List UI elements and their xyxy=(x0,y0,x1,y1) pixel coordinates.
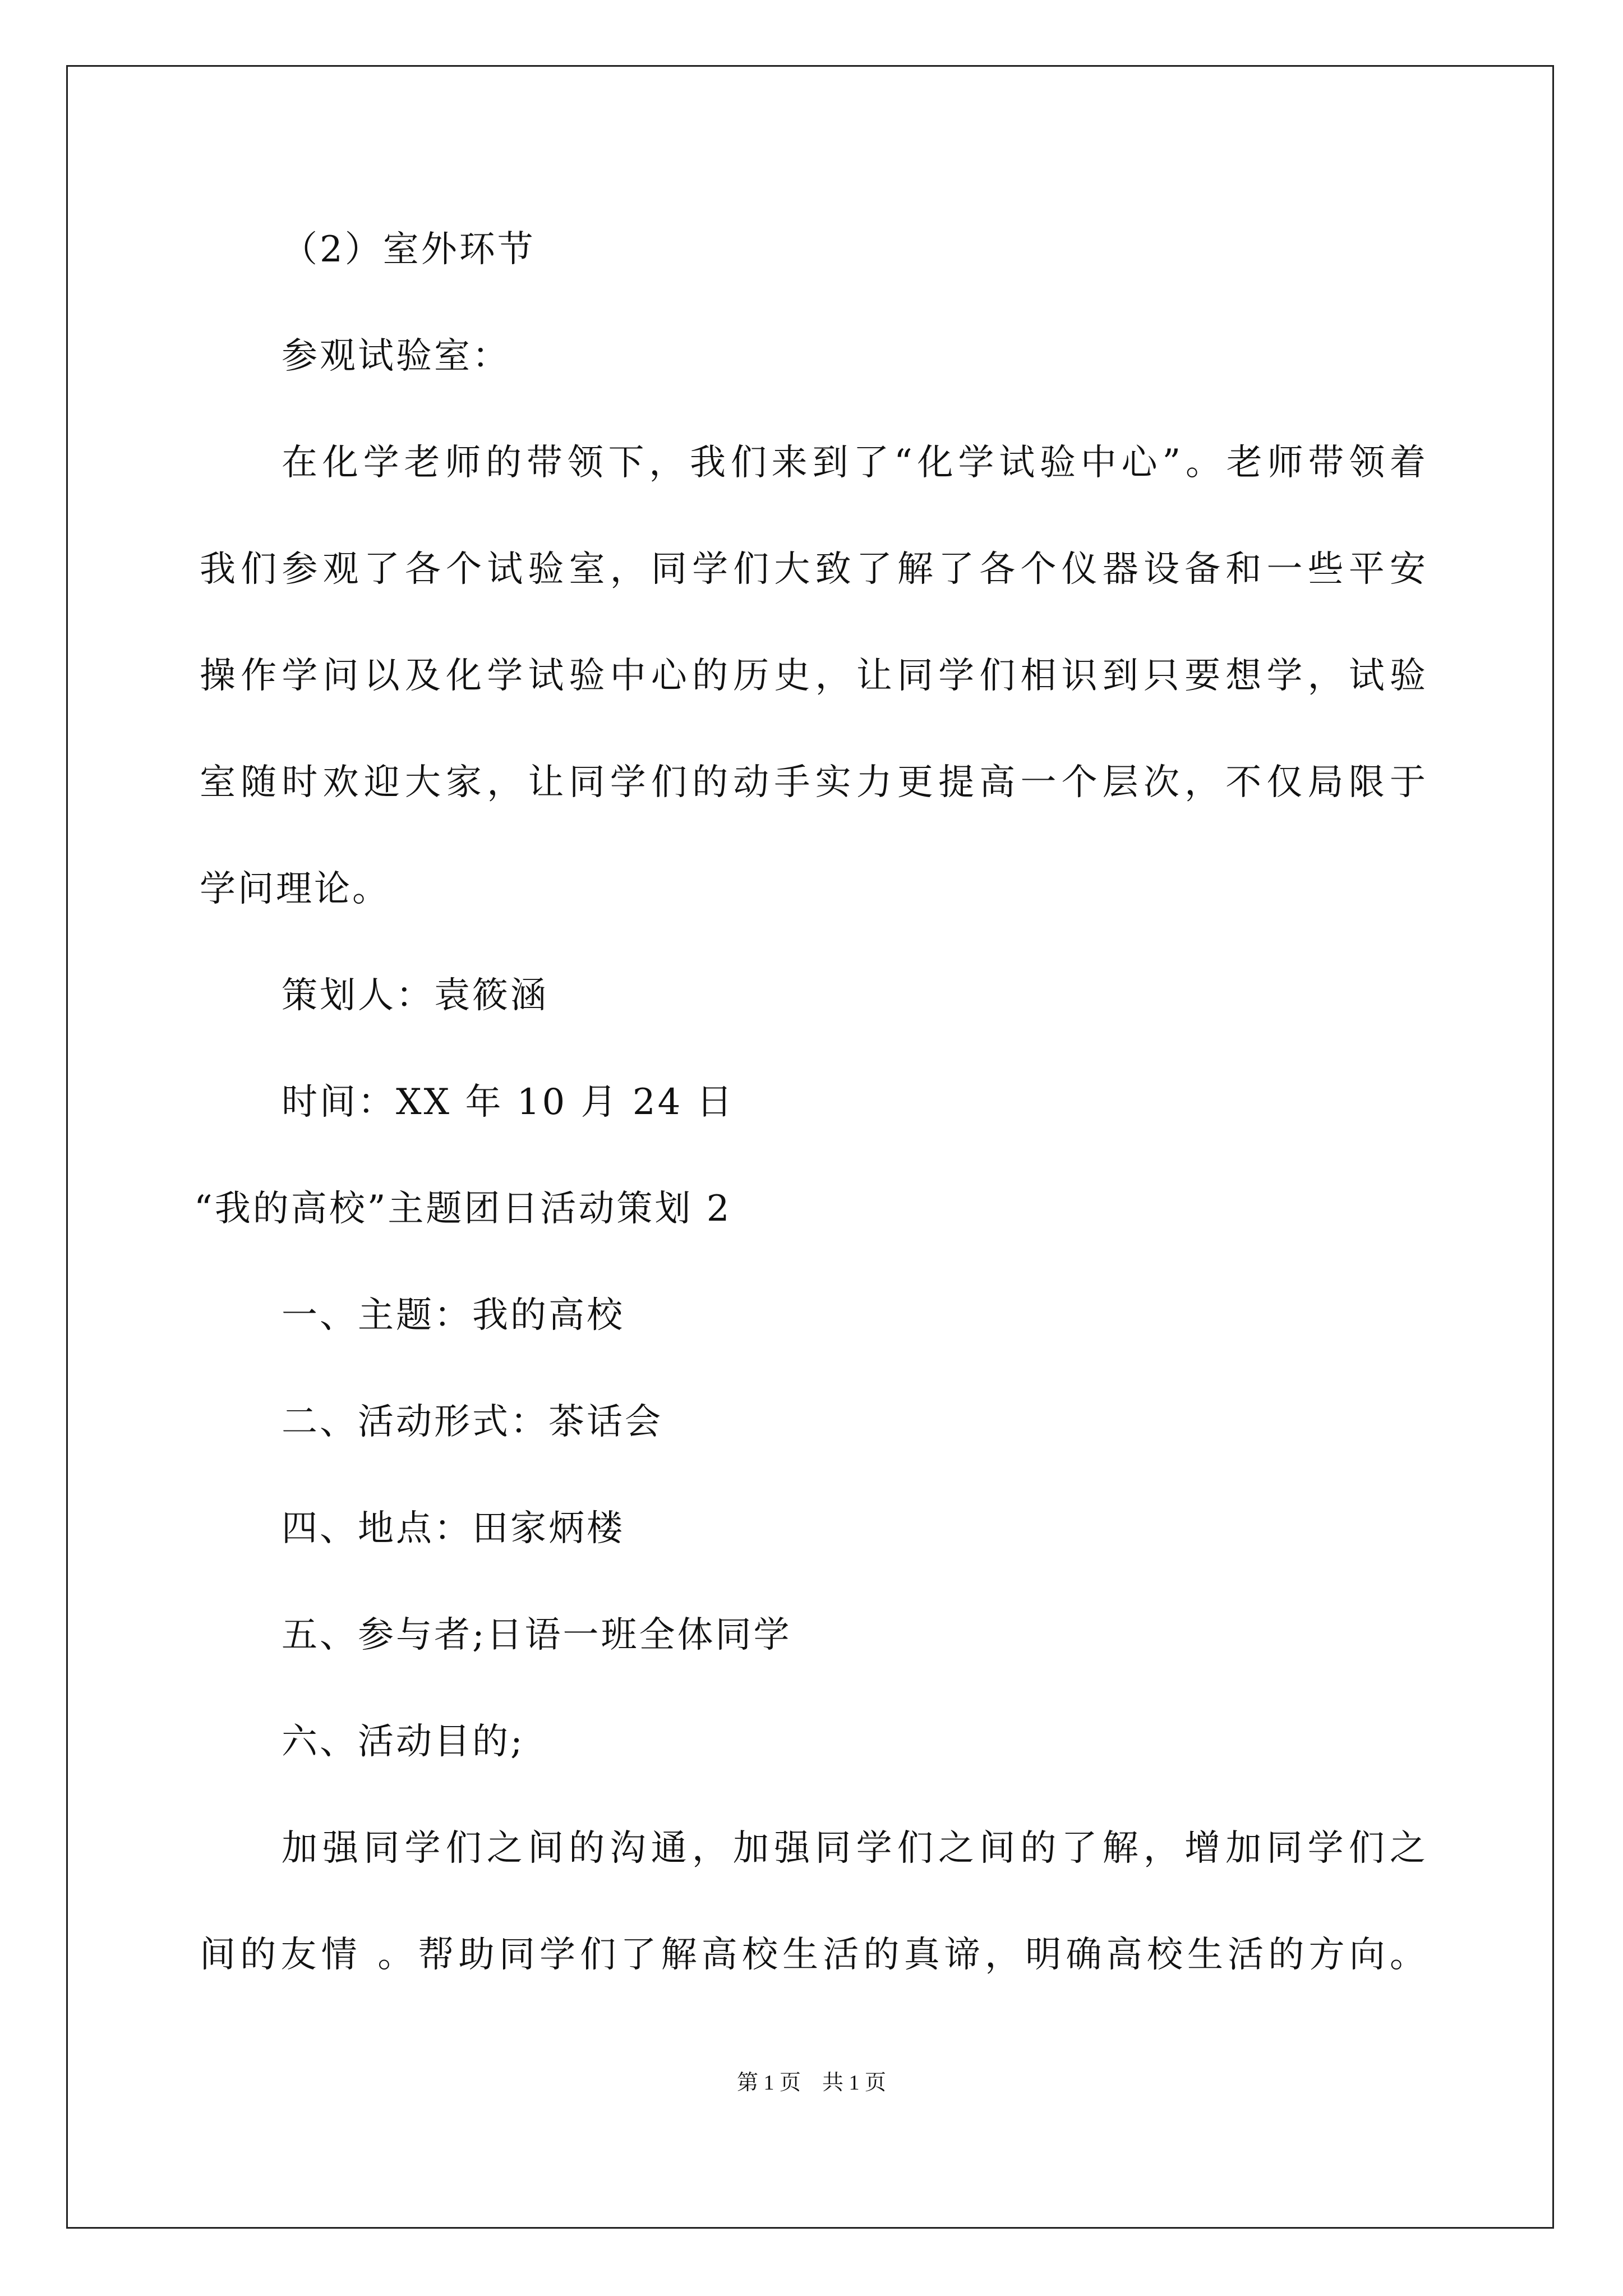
page-border xyxy=(66,65,1554,2229)
planner-line: 策划人：袁筱涵 xyxy=(282,975,548,1016)
paragraph-line: 间的友情 。帮助同学们了解高校生活的真谛，明确高校生活的方向。 xyxy=(200,1934,1428,1976)
paragraph-line: 操作学问以及化学试验中心的历史，让同学们相识到只要想学，试验 xyxy=(200,655,1428,697)
paragraph-line: 学问理论。 xyxy=(200,868,390,910)
list-item-participants: 五、参与者;日语一班全体同学 xyxy=(282,1614,792,1656)
paragraph-line: 加强同学们之间的沟通，加强同学们之间的了解，增加同学们之 xyxy=(282,1828,1428,1869)
page-number-footer: 第 1 页 共 1 页 xyxy=(736,2071,886,2095)
date-line: 时间：XX 年 10 月 24 日 xyxy=(282,1082,735,1123)
list-item-format: 二、活动形式：茶话会 xyxy=(282,1401,663,1443)
paragraph-line: 在化学老师的带领下，我们来到了“化学试验中心”。老师带领着 xyxy=(282,442,1428,484)
paragraph-line: 室随时欢迎大家，让同学们的动手实力更提高一个层次，不仅局限于 xyxy=(200,762,1428,803)
list-item-theme: 一、主题：我的高校 xyxy=(282,1295,625,1336)
list-item-location: 四、地点：田家炳楼 xyxy=(282,1508,625,1549)
list-item-purpose: 六、活动目的; xyxy=(282,1721,525,1763)
paragraph-line: 我们参观了各个试验室，同学们大致了解了各个仪器设备和一些平安 xyxy=(200,549,1428,590)
plan-title: “我的高校”主题团日活动策划 2 xyxy=(194,1188,732,1230)
section-heading-outdoor: （2）室外环节 xyxy=(282,229,536,270)
subheading-lab-visit: 参观试验室： xyxy=(282,335,510,377)
